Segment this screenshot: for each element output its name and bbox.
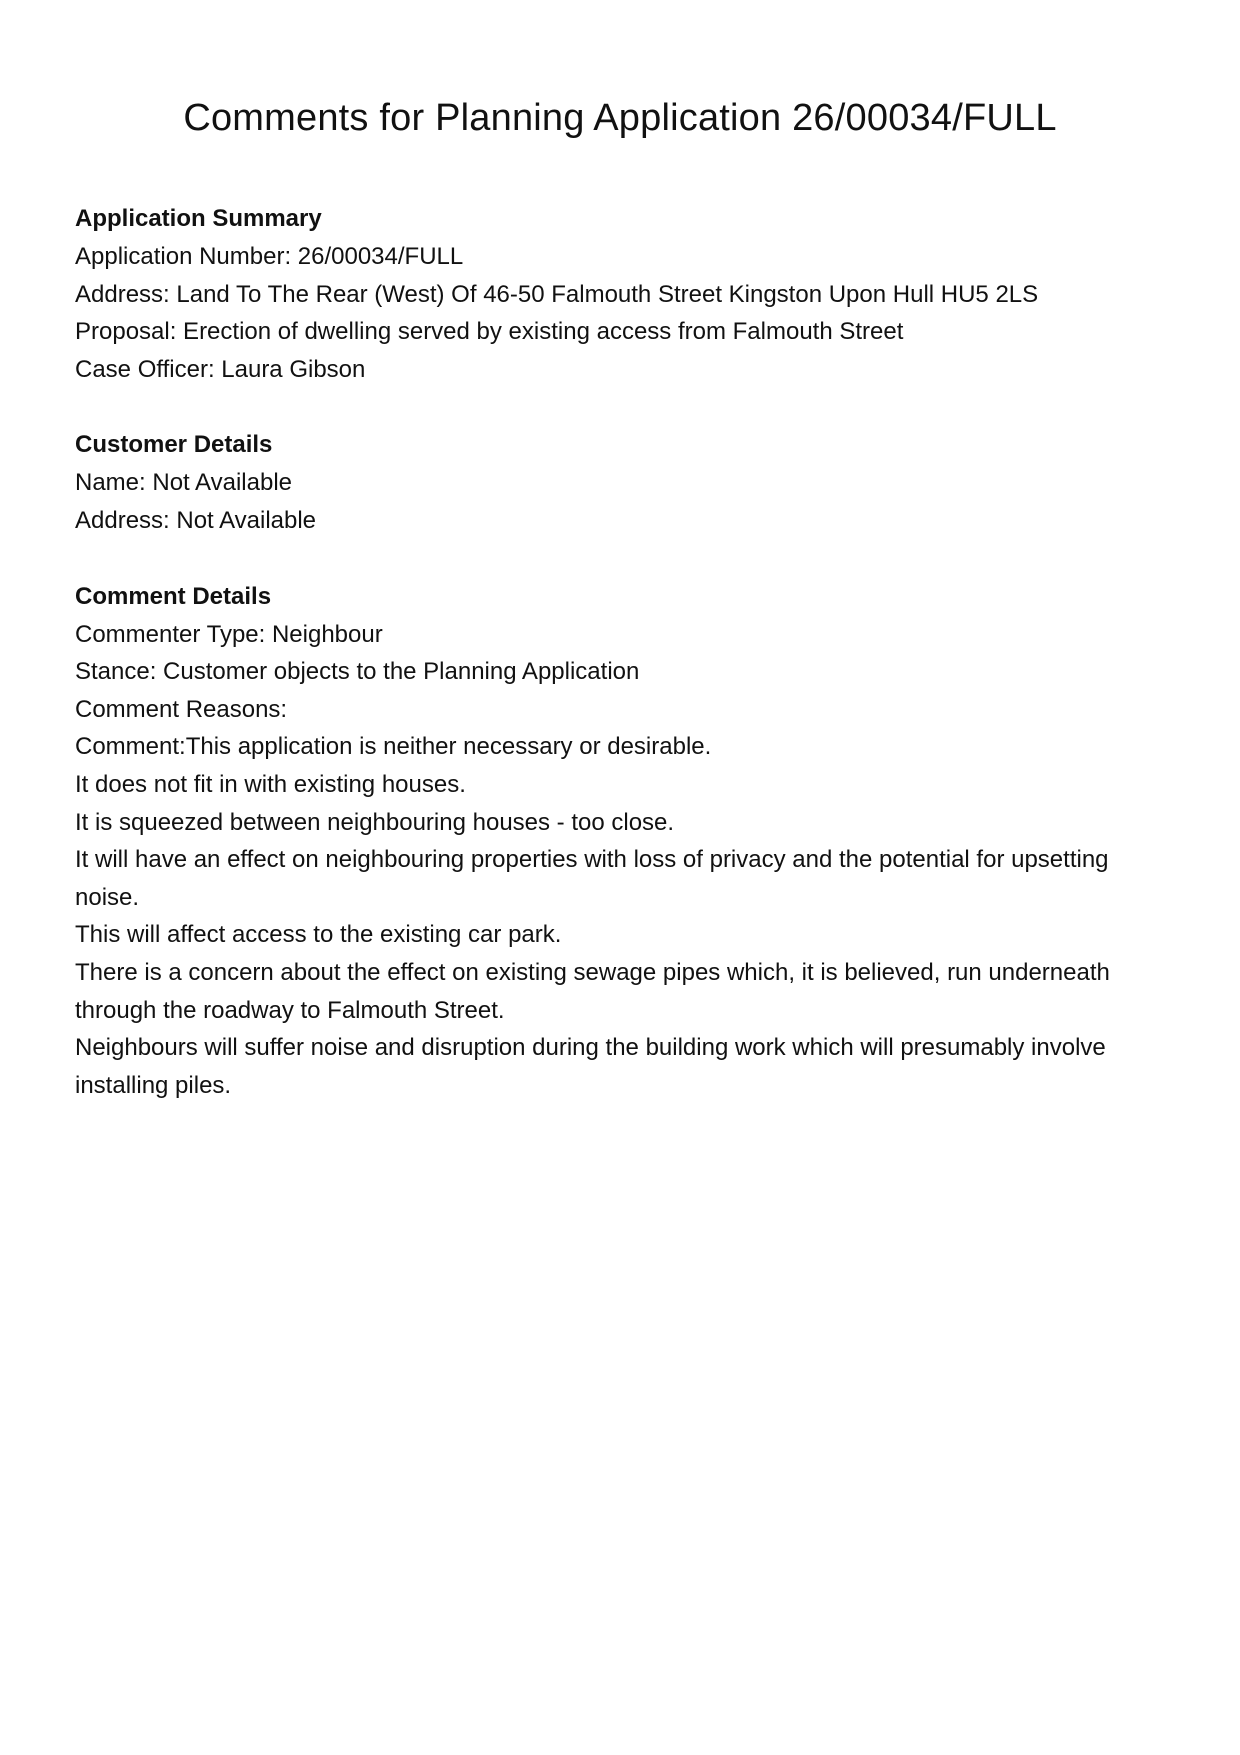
customer-address: Address: Not Available	[75, 506, 317, 534]
customer-name: Name: Not Available	[75, 469, 293, 497]
comment-details-heading: Comment Details	[75, 582, 272, 610]
case-officer: Case Officer: Laura Gibson	[75, 355, 366, 383]
application-proposal: Proposal: Erection of dwelling served by existing access from Falmouth Street	[75, 318, 904, 346]
application-summary-section	[75, 200, 1175, 388]
comment-reasons: Comment Reasons:	[75, 695, 288, 723]
commenter-type: Commenter Type: Neighbour	[75, 620, 383, 648]
customer-details-section	[75, 426, 1175, 539]
document-title: Comments for Planning Application 26/00034/FULL	[183, 97, 1057, 139]
customer-details-heading: Customer Details	[75, 431, 273, 459]
application-address: Address: Land To The Rear (West) Of 46-50 Falmouth Street Kingston Upon Hull HU5 2LS	[75, 280, 1039, 308]
comment-details-section	[75, 578, 1175, 1105]
document-content	[75, 200, 1175, 1142]
application-summary-heading: Application Summary	[75, 205, 322, 232]
comment-body: Comment:This application is neither necessary or desirable. It does not fit in with existing houses. It is squeezed between neighbouring houses - too close. It will have an effect on neighbouring properties with loss of privacy and the potential for upsetting noise. This will affect access to the existing car park. There is a concern about the effect on existing sewage pipes which, it is believed, run underneath through the roadway to Falmouth Street. Neighbours will suffer noise and disruption during the building work which will presumably involve installing piles.	[75, 733, 1110, 1099]
application-number: Application Number: 26/00034/FULL	[75, 243, 464, 270]
stance: Stance: Customer objects to the Planning Application	[75, 658, 640, 686]
